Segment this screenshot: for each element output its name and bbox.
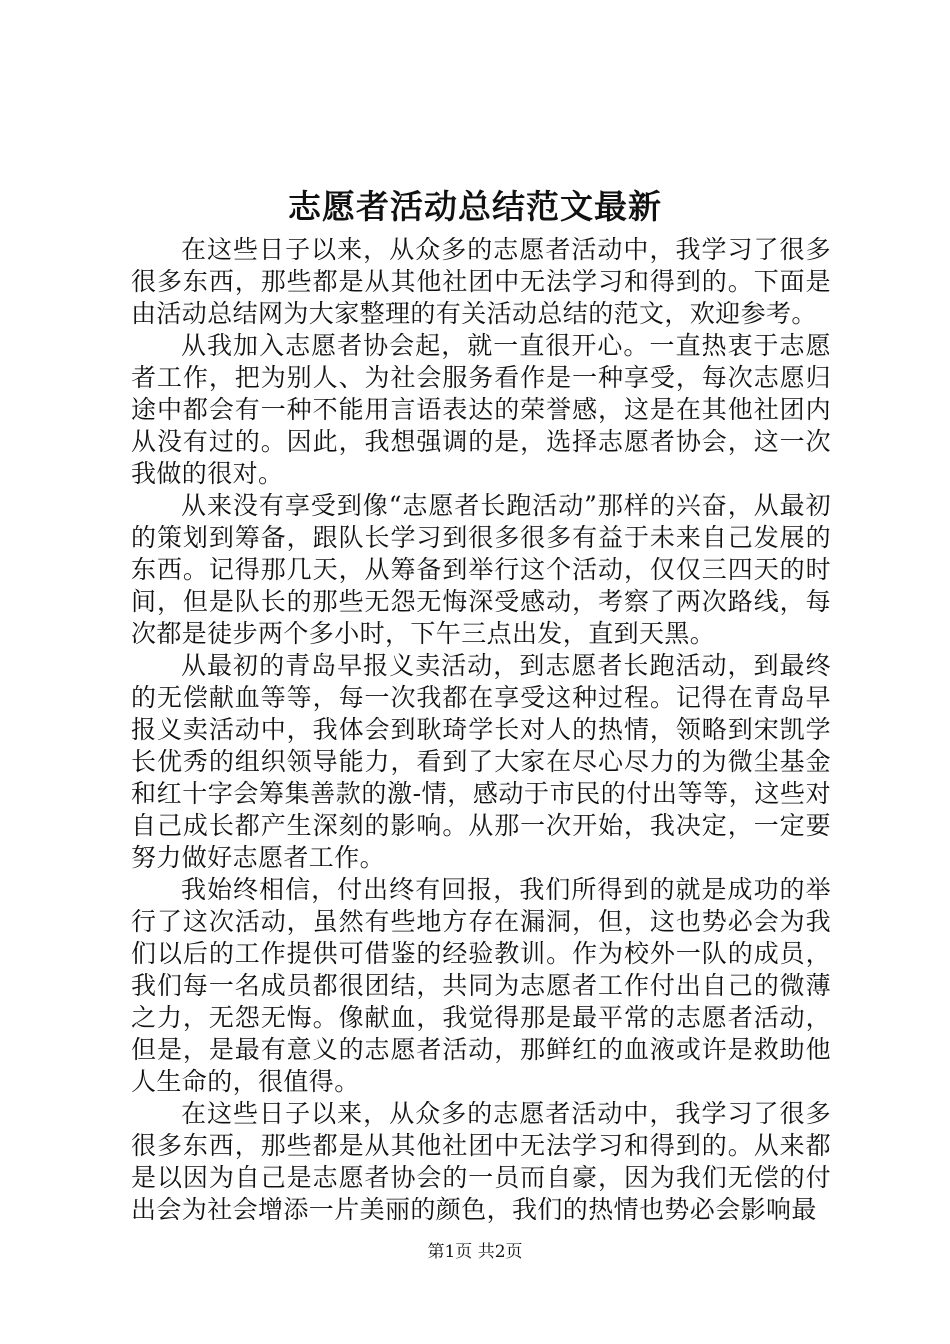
paragraph-intro: 在这些日子以来，从众多的志愿者活动中，我学习了很多很多东西，那些都是从其他社团中无法学习和得到的。下面是由活动总结网为大家整理的有关活动总结的范文，欢迎参考。 xyxy=(131,235,831,328)
paragraph-belief: 我始终相信，付出终有回报，我们所得到的就是成功的举行了这次活动，虽然有些地方存在漏洞，但，这也势必会为我们以后的工作提供可借鉴的经验教训。作为校外一队的成员，我们每一名成员都很团结，共同为志愿者工作付出自己的微薄之力，无怨无悔。像献血，我觉得那是最平常的志愿者活动，但是，是最有意义的志愿者活动，那鲜红的血液或许是救助他人生命的，很值得。 xyxy=(131,875,831,1096)
page-number-footer: 第1页 共2页 xyxy=(427,1242,523,1262)
paragraph-joining: 从我加入志愿者协会起，就一直很开心。一直热衷于志愿者工作，把为别人、为社会服务看作是一种享受，每次志愿归途中都会有一种不能用言语表达的荣誉感，这是在其他社团内从没有过的。因此，我想强调的是，选择志愿者协会，这一次我做的很对。 xyxy=(131,331,831,488)
paragraph-long-run: 从来没有享受到像“志愿者长跑活动”那样的兴奋，从最初的策划到筹备，跟队长学习到很多很多有益于未来自己发展的东西。记得那几天，从筹备到举行这个活动，仅仅三四天的时间，但是队长的那些无怨无悔深受感动，考察了两次路线，每次都是徒步两个多小时，下午三点出发，直到天黑。 xyxy=(131,491,831,648)
paragraph-activities: 从最初的青岛早报义卖活动，到志愿者长跑活动，到最终的无偿献血等等，每一次我都在享受这种过程。记得在青岛早报义卖活动中，我体会到耿琦学长对人的热情，领略到宋凯学长优秀的组织领导能力，看到了大家在尽心尽力的为微尘基金和红十字会筹集善款的激-情，感动于市民的付出等等，这些对自己成长都产生深刻的影响。从那一次开始，我决定，一定要努力做好志愿者工作。 xyxy=(131,651,831,872)
document-body xyxy=(131,234,831,1226)
paragraph-closing: 在这些日子以来，从众多的志愿者活动中，我学习了很多很多东西，那些都是从其他社团中无法学习和得到的。从来都是以因为自己是志愿者协会的一员而自豪，因为我们无偿的付出会为社会增添一片美丽的颜色，我们的热情也势必会影响最 xyxy=(131,1099,831,1224)
document-title: 志愿者活动总结范文最新 xyxy=(288,187,662,226)
